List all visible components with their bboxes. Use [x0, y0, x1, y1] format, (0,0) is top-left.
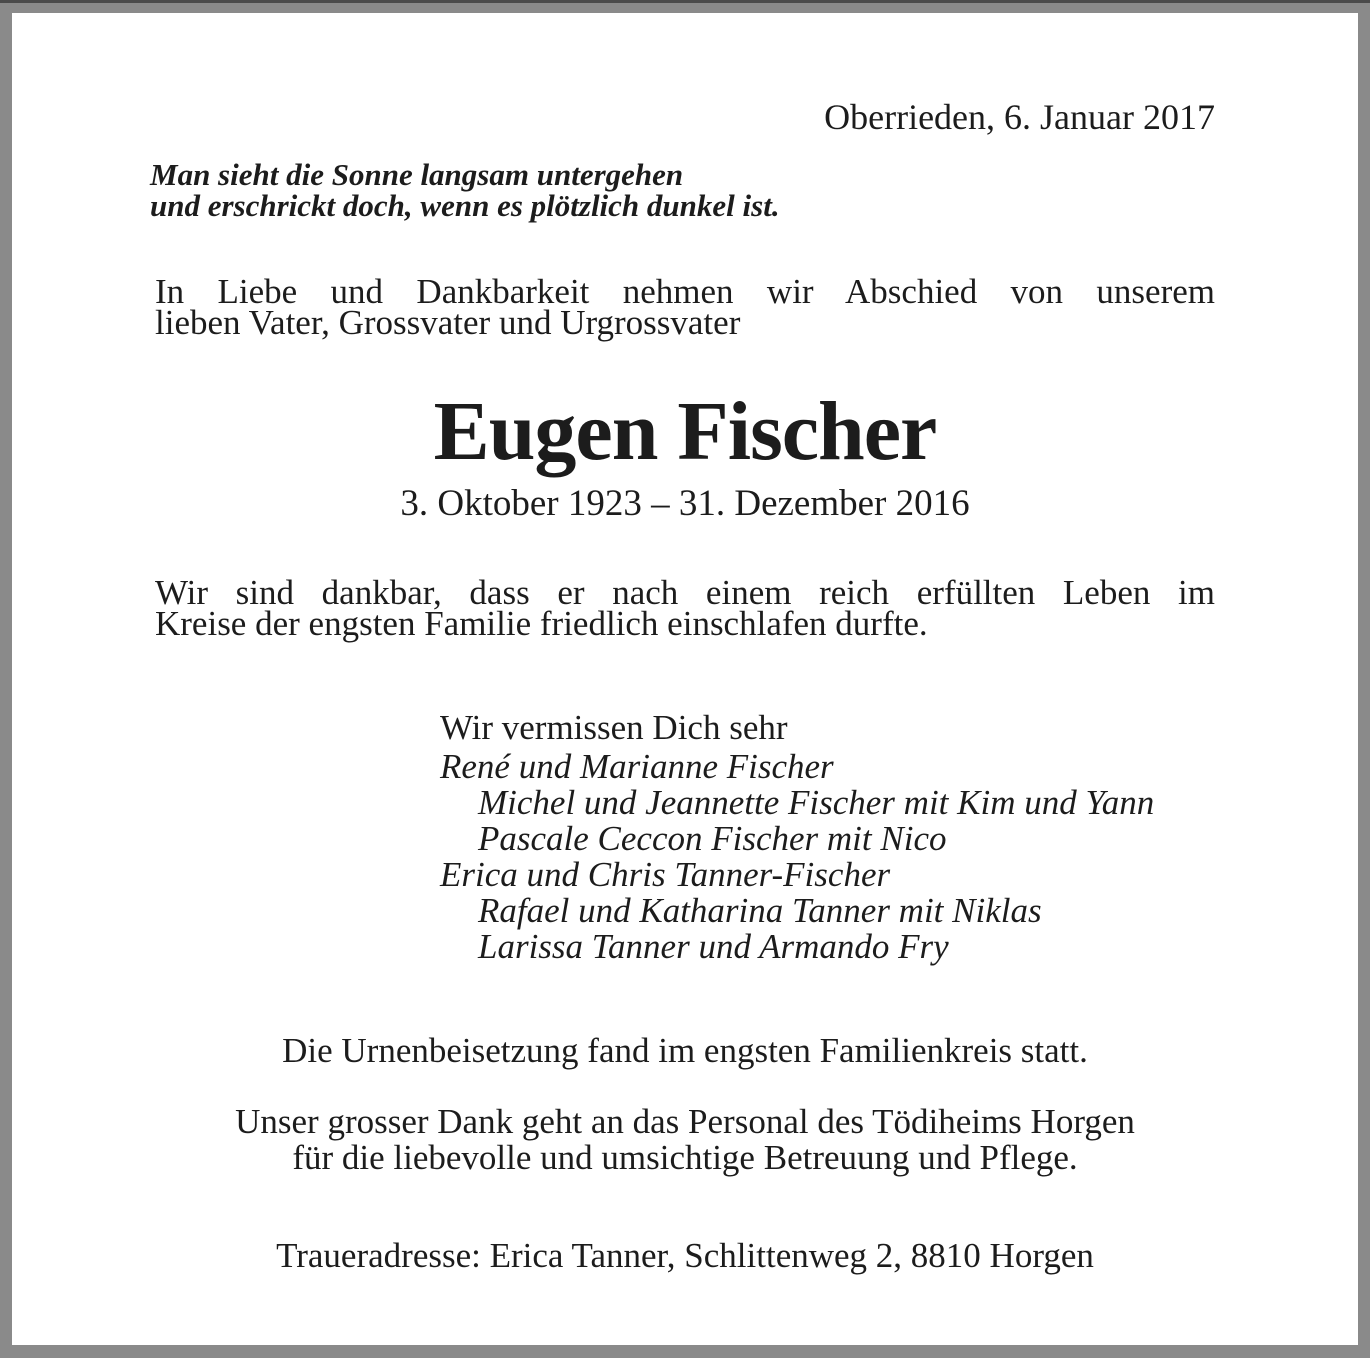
thanks-line-1: Unser grosser Dank geht an das Personal des Tödiheims Horgen — [235, 1102, 1135, 1141]
epigraph-quote — [150, 159, 1358, 221]
epigraph-line-1: Man sieht die Sonne langsam untergehen — [150, 157, 684, 192]
mourning-address: Traueradresse: Erica Tanner, Schlittenweg 2, 8810 Horgen — [276, 1236, 1094, 1275]
thanks-paragraph — [12, 1104, 1358, 1176]
tribute-line-1: Wir sind dankbar, dass er nach einem reich erfüllten Leben im — [155, 573, 1215, 612]
intro-paragraph — [155, 272, 1215, 342]
mourner-line: Larissa Tanner und Armando Fry — [478, 927, 949, 966]
intro-line-1: In Liebe und Dankbarkeit nehmen wir Abschied von unserem — [155, 272, 1215, 311]
tribute-paragraph — [155, 573, 1215, 643]
tribute-line-2: Kreise der engsten Familie friedlich einschlafen durfte. — [155, 604, 928, 643]
burial-notice: Die Urnenbeisetzung fand im engsten Familienkreis statt. — [282, 1031, 1088, 1070]
mourners-heading: Wir vermissen Dich sehr — [440, 708, 788, 747]
thanks-line-2: für die liebevolle und umsichtige Betreuung und Pflege. — [292, 1138, 1078, 1177]
mourner-line: Michel und Jeannette Fischer mit Kim und Yann — [478, 783, 1155, 822]
epigraph-line-2: und erschrickt doch, wenn es plötzlich dunkel ist. — [150, 188, 780, 223]
intro-line-2: lieben Vater, Grossvater und Urgrossvater — [155, 303, 741, 342]
place-date-line: Oberrieden, 6. Januar 2017 — [824, 97, 1215, 137]
mourner-line: Rafael und Katharina Tanner mit Niklas — [478, 891, 1042, 930]
deceased-name: Eugen Fischer — [433, 385, 937, 478]
life-dates: 3. Oktober 1923 – 31. Dezember 2016 — [400, 483, 970, 524]
frame-top-edge — [0, 0, 1370, 3]
mourner-line: René und Marianne Fischer — [440, 747, 834, 786]
mourner-line: Pascale Ceccon Fischer mit Nico — [478, 819, 947, 858]
obituary-sheet — [12, 13, 1358, 1345]
mourner-line: Erica und Chris Tanner-Fischer — [440, 855, 891, 894]
mourners-block — [440, 707, 1358, 965]
